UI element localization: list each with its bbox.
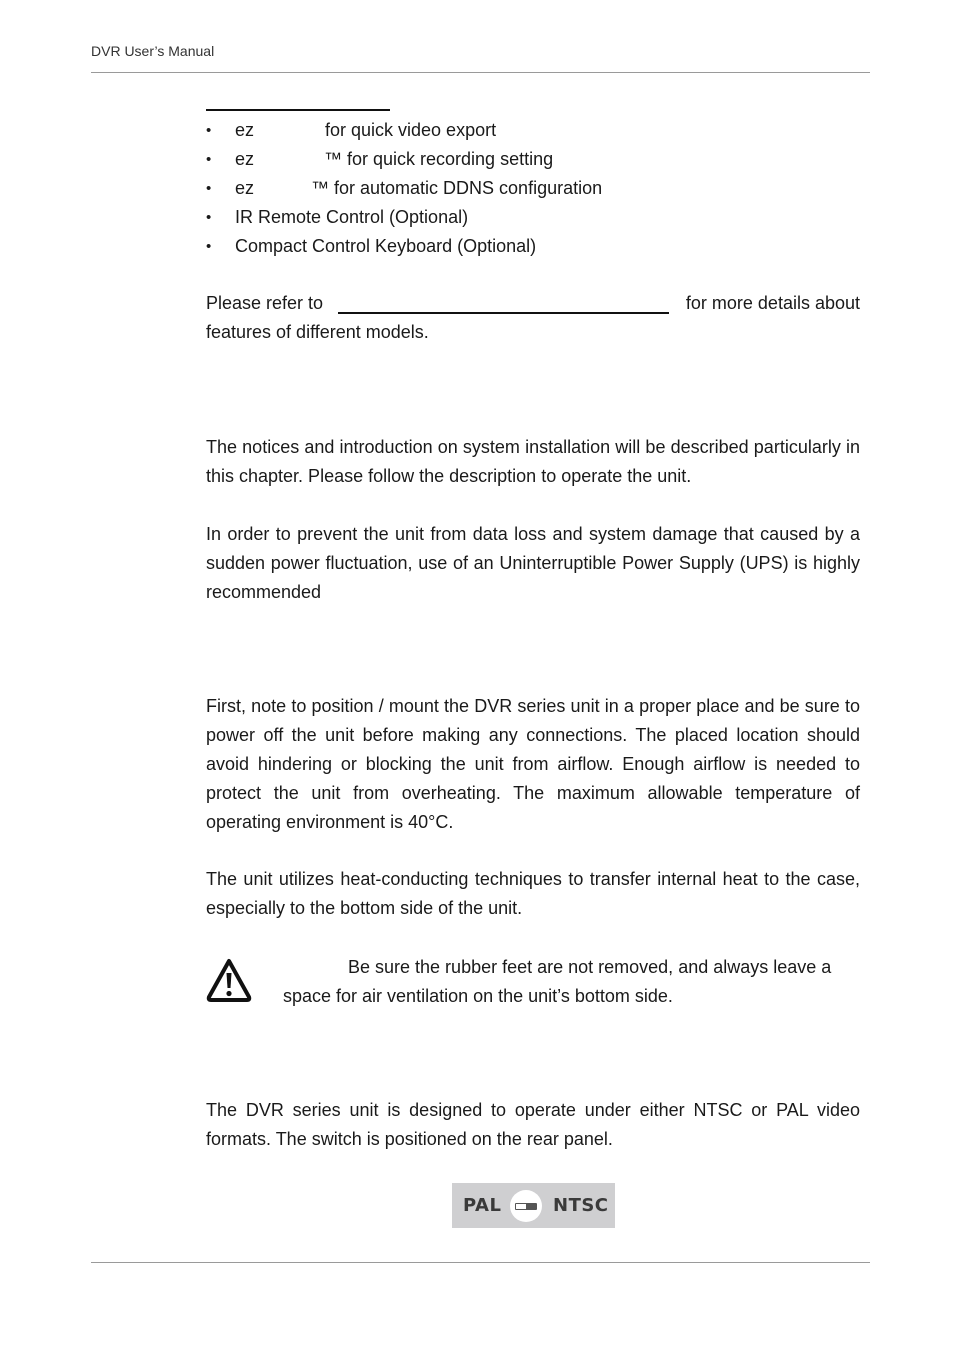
- bullet: •: [206, 209, 212, 226]
- header-rule: [91, 72, 870, 73]
- list-item-lead: ez: [235, 149, 255, 169]
- footer-rule: [91, 1262, 870, 1263]
- bullet: •: [206, 180, 212, 197]
- list-item-lead: ez: [235, 178, 255, 198]
- video-format-switch-image: [452, 1183, 615, 1228]
- list-item-text: for quick video export: [325, 120, 497, 140]
- position-paragraph: First, note to position / mount the DVR series unit in a proper place and be sure to power off the unit before making any connections. The placed location should avoid hindering or blocking the unit from airflow. Enough airflow is needed to protect the unit from overheating. The maximum allowable temperature of operating environment is 40°C.: [206, 696, 860, 832]
- list-item-text: ™ for automatic DDNS configuration: [311, 178, 603, 198]
- pal-label: PAL: [463, 1195, 502, 1216]
- bullet: •: [206, 122, 212, 139]
- list-item-lead: ez: [235, 120, 255, 140]
- list-item-text: Compact Control Keyboard (Optional): [235, 236, 537, 256]
- heat-paragraph: The unit utilizes heat-conducting techniques to transfer internal heat to the case, especially to the bottom side of the unit.: [206, 869, 860, 918]
- note-line-2: space for air ventilation on the unit’s bottom side.: [283, 986, 673, 1006]
- switch-slider: [526, 1204, 536, 1209]
- refer-text-start: Please refer to: [206, 293, 324, 313]
- ups-paragraph: In order to prevent the unit from data loss and system damage that caused by a sudden power fluctuation, use of an Uninterruptible Power Supply (UPS) is highly recommended: [206, 524, 860, 602]
- section-heading-underline: [206, 109, 390, 111]
- list-item-text: ™ for quick recording setting: [324, 149, 554, 169]
- warning-triangle-icon: [205, 957, 253, 1003]
- intro-paragraph: The notices and introduction on system installation will be described particularly in this chapter. Please follow the description to operate the unit.: [206, 437, 860, 486]
- reference-link-underline: [338, 312, 669, 314]
- bullet: •: [206, 151, 212, 168]
- running-header: DVR User’s Manual: [91, 43, 215, 59]
- refer-text-line2: features of different models.: [206, 322, 429, 342]
- ntsc-label: NTSC: [553, 1195, 609, 1216]
- video-format-paragraph: The DVR series unit is designed to operate under either NTSC or PAL video formats. The switch is positioned on the rear panel.: [206, 1100, 860, 1149]
- note-line-1: Be sure the rubber feet are not removed, and always leave a: [348, 957, 832, 977]
- refer-text-end: for more details about: [685, 293, 860, 313]
- bullet: •: [206, 238, 212, 255]
- list-item-text: IR Remote Control (Optional): [235, 207, 469, 227]
